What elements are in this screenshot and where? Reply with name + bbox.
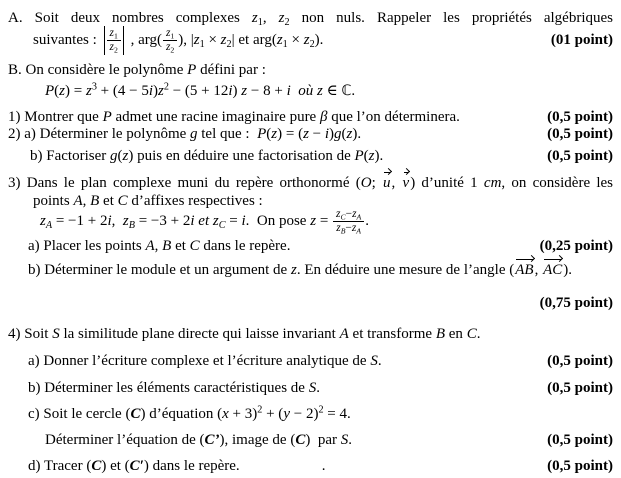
line-polynomial-equation-text: $P(z) = z^3 + (4 - 5i)z^2 - (5 + 12i) z - 8 + i$ où z ∈ ℂ. [45,81,356,99]
points-label-a: (01 point) [550,32,613,49]
line-question-3-intro-2-text: points A, B et C d’affixes respectives : [33,193,263,209]
line-question-2b [8,146,613,166]
line-question-4b [8,378,613,398]
line-question-2a [8,124,613,144]
line-question-4d [8,456,613,476]
line-question-4c-continuation-text: Déterminer l’équation de (C’), image de (C) par S. [45,432,352,448]
line-section-a-2-text: suivantes : $\frac{z_1}{z_2}$ , arg( $\frac{z_1}{z_2}$ ), $|z_1 \times z_2|$ et $arg(z_1 \times z_2)$. [33,27,324,55]
points-label-q2b: (0,5 point) [547,148,613,164]
line-question-1-text: 1) Montrer que P admet une racine imaginaire pure β que l’on déterminera. [8,109,460,125]
line-question-2a-text: 2) a) Déterminer le polynôme g tel que : P(z) = (z − i)g(z). [8,126,362,142]
points-label-q1: (0,5 point) [547,109,613,125]
line-question-4-intro [8,324,613,344]
line-question-3a [8,236,613,256]
line-question-4a-text: a) Donner l’écriture complexe et l’écriture analytique de S. [28,353,382,369]
line-question-3b-text: b) Déterminer le module et un argument de z. En déduire une mesure de l’angle ( AB , AC ). [28,256,572,280]
line-question-4c-text: c) Soit le cercle (C) d’équation $(x + 3)^2 + (y - 2)^2 = 4$. [28,404,351,422]
line-section-a-1-text: A. Soit deux nombres complexes $z_1$, $z_2$ non nuls. Rappeler les propriétés algébriques [8,10,613,29]
points-label-q3b: (0,75 point) [539,295,613,311]
line-polynomial-equation [8,81,613,101]
line-question-2b-text: b) Factoriser g(z) puis en déduire une factorisation de P(z). [30,148,384,164]
line-question-4b-text: b) Déterminer les éléments caractéristiques de S. [28,380,320,396]
line-question-3b [8,256,613,280]
line-section-a-1 [8,8,613,28]
points-label-q4c: (0,5 point) [547,432,613,448]
line-section-b [8,60,613,80]
line-section-b-text: B. On considère le polynôme P défini par : [8,62,266,78]
line-affixes-equation [8,208,613,235]
line-question-4c-continuation [8,430,613,450]
points-label-q4d: (0,5 point) [547,458,613,474]
line-section-a-2 [8,26,613,55]
points-label-q3a: (0,25 point) [539,238,613,254]
points-label-q4b: (0,5 point) [547,380,613,396]
line-question-4a [8,351,613,371]
points-label-q2a: (0,5 point) [547,126,613,142]
line-question-4-intro-text: 4) Soit S la similitude plane directe qui laisse invariant A et transforme B en C. [8,326,481,342]
line-question-3a-text: a) Placer les points A, B et C dans le repère. [28,238,291,254]
line-affixes-equation-text: $z_A = -1 + 2i$, $z_B = -3 + 2i$ et $z_C = i$. On pose z = $\frac{z_C-z_A}{z_B-z_A}$ . [40,208,369,236]
line-question-4c [8,404,613,424]
line-question-4d-text: d) Tracer (C) et (C′) dans le repère. . [28,458,326,474]
points-label-q4a: (0,5 point) [547,353,613,369]
line-question-3b-points [8,293,613,313]
line-question-3-intro-1 [8,169,613,193]
line-question-3-intro-1-text: 3) Dans le plan complexe muni du repère orthonormé (O; u , v ) d’unité 1 cm, on considère les [8,169,613,193]
